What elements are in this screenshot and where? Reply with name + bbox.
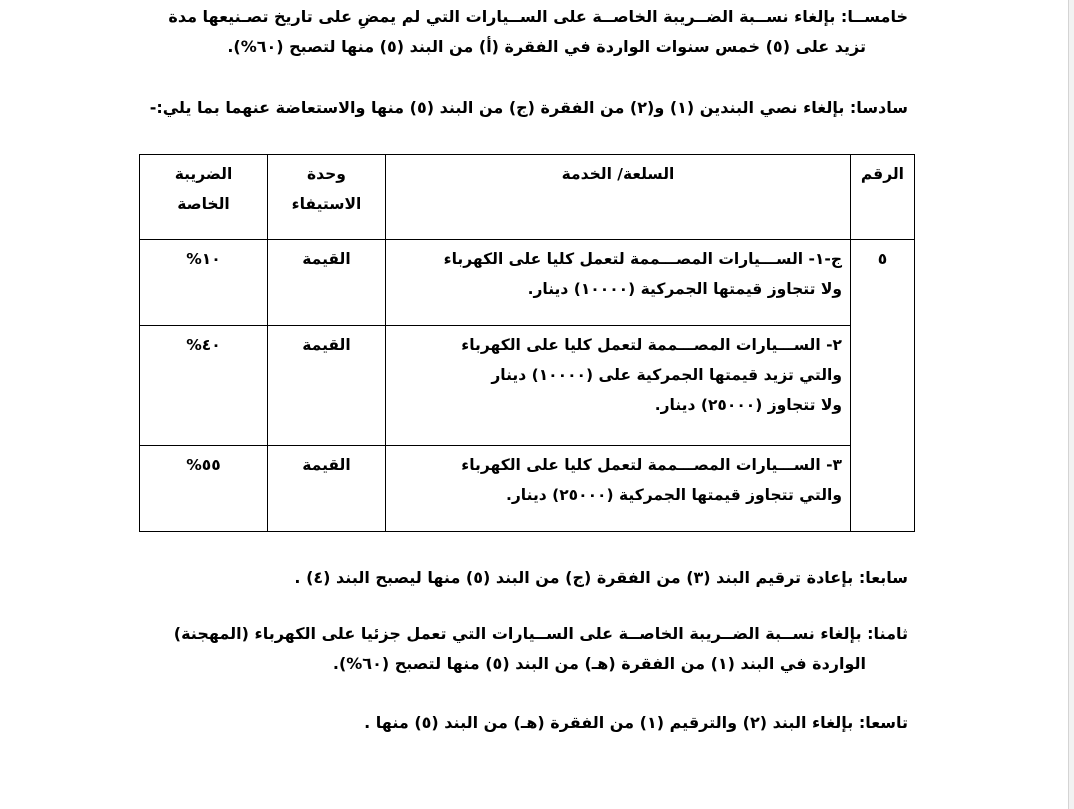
cell-unit: القيمة — [268, 240, 386, 326]
cell-item — [386, 326, 851, 446]
tax-table — [139, 154, 915, 532]
paragraph-fifth-line2: تزيد على (٥) خمس سنوات الواردة في الفقرة (أ) من البند (٥) منها لتصبح (٦٠%). — [227, 37, 866, 56]
header-tax-line2: الخاصة — [177, 195, 230, 213]
item-line: ولا تتجاوز (٢٥٠٠٠) دينار. — [654, 396, 842, 414]
cell-tax: ١٠% — [140, 240, 268, 326]
cell-item — [386, 446, 851, 532]
item-line: والتي تتجاوز قيمتها الجمركية (٢٥٠٠٠) دينار. — [506, 486, 842, 504]
table-row — [140, 446, 915, 532]
header-tax — [140, 155, 268, 240]
item-line: ج-١- الســـيارات المصـــممة لتعمل كليا على الكهرباء — [443, 250, 842, 268]
paragraph-ninth: تاسعا: بإلغاء البند (٢) والترقيم (١) من الفقرة (هـ) من البند (٥) منها . — [364, 713, 908, 732]
paragraph-eighth-line1: ثامنا: بإلغاء نســبة الضــريبة الخاصــة على الســيارات التي تعمل جزئيا على الكهرباء (المهجنة) — [173, 624, 908, 643]
header-unit-line1: وحدة — [307, 165, 346, 183]
cell-number: ٥ — [851, 240, 915, 532]
paragraph-eighth-line2: الواردة في البند (١) من الفقرة (هـ) من البند (٥) منها لتصبح (٦٠%). — [332, 654, 866, 673]
paragraph-seventh: سابعا: بإعادة ترقيم البند (٣) من الفقرة (ج) من البند (٥) منها ليصبح البند (٤) . — [294, 568, 908, 587]
header-number: الرقم — [851, 155, 915, 240]
item-line: ولا تتجاوز قيمتها الجمركية (١٠٠٠٠) دينار. — [527, 280, 842, 298]
header-tax-line1: الضريبة — [174, 165, 233, 183]
table-row — [140, 240, 915, 326]
item-line: والتي تزيد قيمتها الجمركية على (١٠٠٠٠) دينار — [491, 366, 842, 384]
cell-tax: ٤٠% — [140, 326, 268, 446]
paragraph-fifth-line1: خامســا: بإلغاء نســبة الضــريبة الخاصــة على الســيارات التي لم يمضِ على تاريخ تصـنيعها مدة — [168, 7, 908, 26]
table-row — [140, 326, 915, 446]
header-unit — [268, 155, 386, 240]
cell-unit: القيمة — [268, 446, 386, 532]
table-header-row — [140, 155, 915, 240]
cell-tax: ٥٥% — [140, 446, 268, 532]
item-line: ٣- الســـيارات المصـــممة لتعمل كليا على الكهرباء — [461, 456, 842, 474]
cell-unit: القيمة — [268, 326, 386, 446]
item-line: ٢- الســـيارات المصـــممة لتعمل كليا على الكهرباء — [461, 336, 842, 354]
cell-item — [386, 240, 851, 326]
header-unit-line2: الاستيفاء — [291, 195, 362, 213]
paragraph-sixth: سادسا: بإلغاء نصي البندين (١) و(٢) من الفقرة (ج) من البند (٥) منها والاستعاضة عنهما بما يلي:- — [149, 98, 908, 117]
header-item: السلعة/ الخدمة — [386, 155, 851, 240]
